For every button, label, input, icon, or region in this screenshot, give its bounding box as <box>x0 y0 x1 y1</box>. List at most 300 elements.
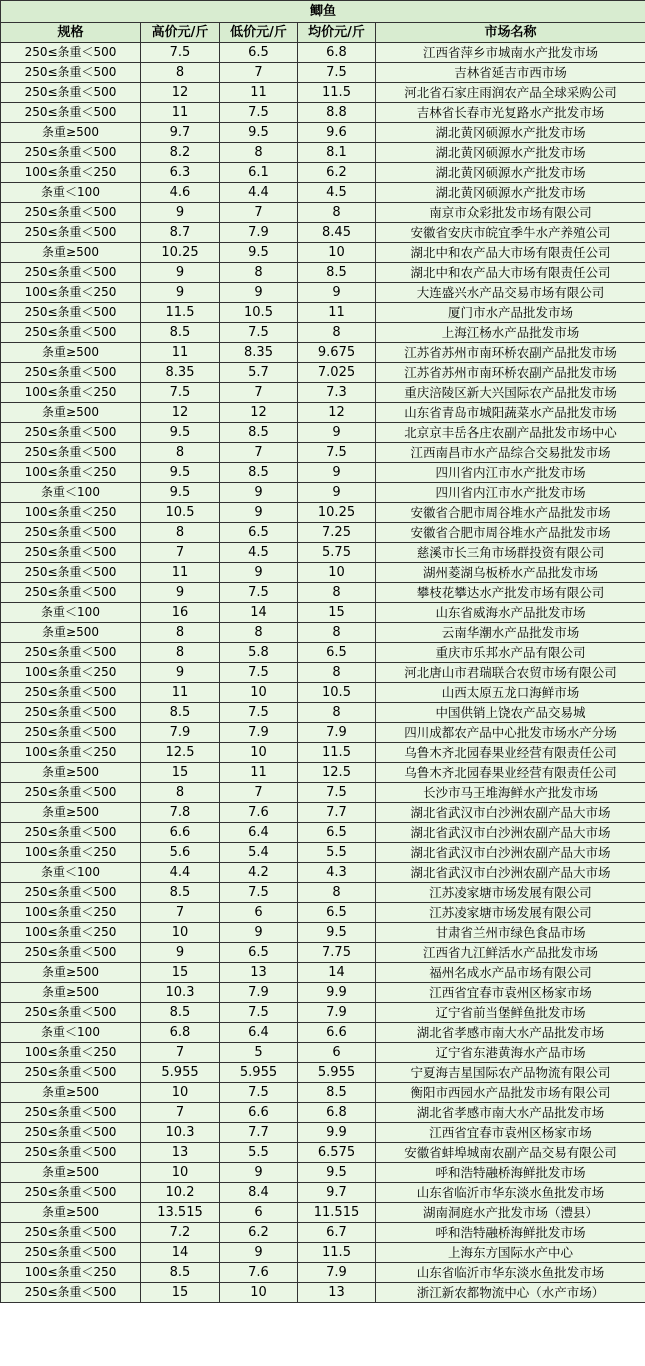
spec-cell: 250≤条重＜500 <box>1 643 141 663</box>
high-price-cell: 6.8 <box>141 1023 220 1043</box>
high-price-cell: 11 <box>141 343 220 363</box>
low-price-cell: 7.5 <box>220 323 298 343</box>
table-row <box>1 1103 645 1123</box>
high-price-cell: 8 <box>141 63 220 83</box>
market-cell: 湖北中和农产品大市场有限责任公司 <box>376 263 645 283</box>
market-cell: 湖州菱湖乌板桥水产品批发市场 <box>376 563 645 583</box>
avg-price-cell: 6.5 <box>298 823 376 843</box>
high-price-cell: 8.5 <box>141 323 220 343</box>
high-price-cell: 8.7 <box>141 223 220 243</box>
spec-cell: 250≤条重＜500 <box>1 43 141 63</box>
spec-cell: 条重≥500 <box>1 963 141 983</box>
avg-price-cell: 7.9 <box>298 1003 376 1023</box>
spec-cell: 条重≥500 <box>1 803 141 823</box>
market-cell: 湖北省武汉市白沙洲农副产品大市场 <box>376 803 645 823</box>
spec-cell: 250≤条重＜500 <box>1 1243 141 1263</box>
low-price-cell: 6.4 <box>220 823 298 843</box>
low-price-cell: 6.4 <box>220 1023 298 1043</box>
table-row <box>1 603 645 623</box>
low-price-cell: 7.6 <box>220 1263 298 1283</box>
high-price-cell: 8.5 <box>141 1263 220 1283</box>
table-row <box>1 243 645 263</box>
market-cell: 上海江杨水产品批发市场 <box>376 323 645 343</box>
high-price-cell: 9 <box>141 663 220 683</box>
avg-price-cell: 7.5 <box>298 783 376 803</box>
high-price-cell: 10 <box>141 1163 220 1183</box>
market-cell: 江西省宜春市袁州区杨家市场 <box>376 983 645 1003</box>
table-row <box>1 783 645 803</box>
market-cell: 乌鲁木齐北园春果业经营有限责任公司 <box>376 763 645 783</box>
table-title: 鲫鱼 <box>1 1 645 23</box>
market-cell: 江苏省苏州市南环桥农副产品批发市场 <box>376 363 645 383</box>
table-row <box>1 743 645 763</box>
table-row <box>1 723 645 743</box>
table-row <box>1 163 645 183</box>
table-row <box>1 283 645 303</box>
spec-cell: 250≤条重＜500 <box>1 203 141 223</box>
high-price-cell: 15 <box>141 763 220 783</box>
table-row <box>1 683 645 703</box>
market-cell: 大连盛兴水产品交易市场有限公司 <box>376 283 645 303</box>
spec-cell: 条重＜100 <box>1 183 141 203</box>
table-row <box>1 623 645 643</box>
avg-price-cell: 7.9 <box>298 723 376 743</box>
market-cell: 甘肃省兰州市绿色食品市场 <box>376 923 645 943</box>
table-row <box>1 963 645 983</box>
table-row <box>1 103 645 123</box>
low-price-cell: 9 <box>220 563 298 583</box>
table-row <box>1 643 645 663</box>
low-price-cell: 7 <box>220 203 298 223</box>
spec-cell: 100≤条重＜250 <box>1 463 141 483</box>
low-price-cell: 8.4 <box>220 1183 298 1203</box>
high-price-cell: 10.3 <box>141 1123 220 1143</box>
high-price-cell: 9 <box>141 283 220 303</box>
high-price-cell: 13.515 <box>141 1203 220 1223</box>
high-price-cell: 16 <box>141 603 220 623</box>
spec-cell: 250≤条重＜500 <box>1 103 141 123</box>
avg-price-cell: 6.2 <box>298 163 376 183</box>
market-cell: 辽宁省前当堡鲜鱼批发市场 <box>376 1003 645 1023</box>
high-price-cell: 11.5 <box>141 303 220 323</box>
low-price-cell: 7.5 <box>220 663 298 683</box>
market-cell: 湖北省孝感市南大水产品批发市场 <box>376 1023 645 1043</box>
spec-cell: 条重≥500 <box>1 623 141 643</box>
avg-price-cell: 15 <box>298 603 376 623</box>
market-cell: 衡阳市西园水产品批发市场有限公司 <box>376 1083 645 1103</box>
avg-price-cell: 9 <box>298 283 376 303</box>
market-cell: 山东省青岛市城阳蔬菜水产品批发市场 <box>376 403 645 423</box>
low-price-cell: 8.5 <box>220 423 298 443</box>
market-cell: 江苏凌家塘市场发展有限公司 <box>376 903 645 923</box>
spec-cell: 250≤条重＜500 <box>1 303 141 323</box>
spec-cell: 250≤条重＜500 <box>1 423 141 443</box>
table-row <box>1 903 645 923</box>
low-price-cell: 9.5 <box>220 243 298 263</box>
spec-cell: 100≤条重＜250 <box>1 663 141 683</box>
spec-cell: 条重≥500 <box>1 343 141 363</box>
low-price-cell: 4.4 <box>220 183 298 203</box>
spec-cell: 250≤条重＜500 <box>1 823 141 843</box>
market-cell: 湖北黄冈硕源水产批发市场 <box>376 183 645 203</box>
low-price-cell: 11 <box>220 763 298 783</box>
market-cell: 攀枝花攀达水产批发市场有限公司 <box>376 583 645 603</box>
table-row <box>1 483 645 503</box>
high-price-cell: 8 <box>141 643 220 663</box>
avg-price-cell: 6.575 <box>298 1143 376 1163</box>
table-row <box>1 983 645 1003</box>
table-row <box>1 663 645 683</box>
low-price-cell: 10 <box>220 1283 298 1303</box>
low-price-cell: 8 <box>220 623 298 643</box>
spec-cell: 250≤条重＜500 <box>1 883 141 903</box>
market-cell: 湖北省武汉市白沙洲农副产品大市场 <box>376 843 645 863</box>
avg-price-cell: 7.3 <box>298 383 376 403</box>
spec-cell: 250≤条重＜500 <box>1 1283 141 1303</box>
avg-price-cell: 7.25 <box>298 523 376 543</box>
spec-cell: 100≤条重＜250 <box>1 903 141 923</box>
table-row <box>1 923 645 943</box>
market-cell: 吉林省长春市光复路水产批发市场 <box>376 103 645 123</box>
market-cell: 湖南洞庭水产批发市场（澧县） <box>376 1203 645 1223</box>
high-price-cell: 11 <box>141 103 220 123</box>
market-cell: 浙江新农都物流中心（水产市场） <box>376 1283 645 1303</box>
high-price-cell: 7.8 <box>141 803 220 823</box>
avg-price-cell: 9.5 <box>298 1163 376 1183</box>
market-cell: 重庆市乐邦水产品有限公司 <box>376 643 645 663</box>
market-cell: 湖北黄冈硕源水产批发市场 <box>376 123 645 143</box>
table-row <box>1 1003 645 1023</box>
table-row <box>1 303 645 323</box>
avg-price-cell: 7.9 <box>298 1263 376 1283</box>
market-cell: 江西省宜春市袁州区杨家市场 <box>376 1123 645 1143</box>
market-cell: 安徽省合肥市周谷堆水产品批发市场 <box>376 523 645 543</box>
table-row <box>1 443 645 463</box>
table-row <box>1 403 645 423</box>
market-cell: 安徽省安庆市皖宜季牛水产养殖公司 <box>376 223 645 243</box>
market-cell: 河北省石家庄雨润农产品全球采购公司 <box>376 83 645 103</box>
avg-price-cell: 10 <box>298 243 376 263</box>
high-price-cell: 6.6 <box>141 823 220 843</box>
high-price-cell: 10.25 <box>141 243 220 263</box>
table-row <box>1 383 645 403</box>
avg-price-cell: 11.515 <box>298 1203 376 1223</box>
title-row <box>1 1 645 23</box>
spec-cell: 250≤条重＜500 <box>1 683 141 703</box>
low-price-cell: 7.6 <box>220 803 298 823</box>
market-cell: 湖北省武汉市白沙洲农副产品大市场 <box>376 863 645 883</box>
avg-price-cell: 5.955 <box>298 1063 376 1083</box>
high-price-cell: 12 <box>141 83 220 103</box>
low-price-cell: 9 <box>220 283 298 303</box>
table-row <box>1 1083 645 1103</box>
market-cell: 山西太原五龙口海鲜市场 <box>376 683 645 703</box>
market-cell: 中国供销上饶农产品交易城 <box>376 703 645 723</box>
spec-cell: 条重≥500 <box>1 123 141 143</box>
low-price-cell: 7 <box>220 783 298 803</box>
avg-price-cell: 8.1 <box>298 143 376 163</box>
spec-cell: 条重＜100 <box>1 863 141 883</box>
table-body <box>1 43 645 1303</box>
table-row <box>1 1243 645 1263</box>
table-row <box>1 123 645 143</box>
spec-cell: 条重≥500 <box>1 983 141 1003</box>
avg-price-cell: 8 <box>298 883 376 903</box>
avg-price-cell: 12.5 <box>298 763 376 783</box>
market-cell: 长沙市马王堆海鲜水产批发市场 <box>376 783 645 803</box>
low-price-cell: 10.5 <box>220 303 298 323</box>
low-price-cell: 6.5 <box>220 523 298 543</box>
spec-cell: 250≤条重＜500 <box>1 1223 141 1243</box>
table-row <box>1 563 645 583</box>
avg-price-cell: 11.5 <box>298 83 376 103</box>
spec-cell: 250≤条重＜500 <box>1 563 141 583</box>
high-price-cell: 10.2 <box>141 1183 220 1203</box>
high-price-cell: 4.4 <box>141 863 220 883</box>
spec-cell: 100≤条重＜250 <box>1 503 141 523</box>
avg-price-cell: 7.5 <box>298 63 376 83</box>
high-price-cell: 11 <box>141 563 220 583</box>
high-price-cell: 9.5 <box>141 463 220 483</box>
market-cell: 呼和浩特融桥海鲜批发市场 <box>376 1163 645 1183</box>
table-row <box>1 763 645 783</box>
low-price-cell: 7.9 <box>220 223 298 243</box>
table-row <box>1 1163 645 1183</box>
avg-price-cell: 8 <box>298 583 376 603</box>
avg-price-cell: 7.75 <box>298 943 376 963</box>
table-row <box>1 1063 645 1083</box>
table-row <box>1 543 645 563</box>
spec-cell: 250≤条重＜500 <box>1 263 141 283</box>
high-price-cell: 15 <box>141 963 220 983</box>
avg-price-cell: 7.5 <box>298 443 376 463</box>
table-row <box>1 843 645 863</box>
market-cell: 江苏省苏州市南环桥农副产品批发市场 <box>376 343 645 363</box>
low-price-cell: 9 <box>220 1243 298 1263</box>
spec-cell: 250≤条重＜500 <box>1 1003 141 1023</box>
low-price-cell: 5.8 <box>220 643 298 663</box>
spec-cell: 250≤条重＜500 <box>1 723 141 743</box>
low-price-cell: 8 <box>220 263 298 283</box>
market-cell: 厦门市水产品批发市场 <box>376 303 645 323</box>
spec-cell: 250≤条重＜500 <box>1 1143 141 1163</box>
market-cell: 山东省威海水产品批发市场 <box>376 603 645 623</box>
market-cell: 湖北省武汉市白沙洲农副产品大市场 <box>376 823 645 843</box>
avg-price-cell: 4.5 <box>298 183 376 203</box>
market-cell: 山东省临沂市华东淡水鱼批发市场 <box>376 1263 645 1283</box>
avg-price-cell: 8.5 <box>298 263 376 283</box>
high-price-cell: 5.955 <box>141 1063 220 1083</box>
low-price-cell: 6.5 <box>220 43 298 63</box>
spec-cell: 250≤条重＜500 <box>1 63 141 83</box>
high-price-cell: 10.5 <box>141 503 220 523</box>
high-price-cell: 10 <box>141 1083 220 1103</box>
avg-price-cell: 8 <box>298 323 376 343</box>
table-row <box>1 1143 645 1163</box>
table-row <box>1 1043 645 1063</box>
low-price-cell: 14 <box>220 603 298 623</box>
market-cell: 河北唐山市君瑞联合农贸市场有限公司 <box>376 663 645 683</box>
low-price-cell: 7.7 <box>220 1123 298 1143</box>
high-price-cell: 11 <box>141 683 220 703</box>
table-row <box>1 1203 645 1223</box>
spec-cell: 250≤条重＜500 <box>1 783 141 803</box>
low-price-cell: 10 <box>220 683 298 703</box>
table-row <box>1 143 645 163</box>
spec-cell: 250≤条重＜500 <box>1 583 141 603</box>
high-price-cell: 9 <box>141 583 220 603</box>
spec-cell: 条重≥500 <box>1 1163 141 1183</box>
table-row <box>1 363 645 383</box>
high-price-cell: 7.5 <box>141 43 220 63</box>
low-price-cell: 5.955 <box>220 1063 298 1083</box>
low-price-cell: 5.4 <box>220 843 298 863</box>
avg-price-cell: 14 <box>298 963 376 983</box>
low-price-cell: 5 <box>220 1043 298 1063</box>
avg-price-cell: 6.7 <box>298 1223 376 1243</box>
table-row <box>1 863 645 883</box>
spec-cell: 100≤条重＜250 <box>1 923 141 943</box>
table-row <box>1 43 645 63</box>
spec-cell: 250≤条重＜500 <box>1 1123 141 1143</box>
spec-cell: 100≤条重＜250 <box>1 383 141 403</box>
market-cell: 安徽省合肥市周谷堆水产品批发市场 <box>376 503 645 523</box>
low-price-cell: 4.5 <box>220 543 298 563</box>
table-row <box>1 703 645 723</box>
low-price-cell: 7.9 <box>220 983 298 1003</box>
spec-cell: 100≤条重＜250 <box>1 743 141 763</box>
avg-price-cell: 8.8 <box>298 103 376 123</box>
market-cell: 上海东方国际水产中心 <box>376 1243 645 1263</box>
high-price-cell: 9.5 <box>141 423 220 443</box>
market-cell: 山东省临沂市华东淡水鱼批发市场 <box>376 1183 645 1203</box>
avg-price-cell: 4.3 <box>298 863 376 883</box>
avg-price-cell: 9.9 <box>298 983 376 1003</box>
spec-cell: 100≤条重＜250 <box>1 1043 141 1063</box>
low-price-cell: 9 <box>220 503 298 523</box>
avg-price-cell: 13 <box>298 1283 376 1303</box>
high-price-cell: 8.35 <box>141 363 220 383</box>
high-price-cell: 8.5 <box>141 883 220 903</box>
market-cell: 湖北省孝感市南大水产品批发市场 <box>376 1103 645 1123</box>
market-cell: 湖北黄冈硕源水产批发市场 <box>376 143 645 163</box>
table-row <box>1 943 645 963</box>
spec-cell: 250≤条重＜500 <box>1 83 141 103</box>
low-price-cell: 8 <box>220 143 298 163</box>
table-row <box>1 1263 645 1283</box>
avg-price-cell: 8 <box>298 663 376 683</box>
table-row <box>1 523 645 543</box>
low-price-cell: 11 <box>220 83 298 103</box>
header-spec: 规格 <box>1 23 141 43</box>
avg-price-cell: 6.5 <box>298 643 376 663</box>
avg-price-cell: 8.5 <box>298 1083 376 1103</box>
header-row <box>1 23 645 43</box>
market-cell: 安徽省蚌埠城南农副产品交易有限公司 <box>376 1143 645 1163</box>
low-price-cell: 5.5 <box>220 1143 298 1163</box>
spec-cell: 250≤条重＜500 <box>1 443 141 463</box>
low-price-cell: 9 <box>220 1163 298 1183</box>
low-price-cell: 6 <box>220 1203 298 1223</box>
low-price-cell: 6.5 <box>220 943 298 963</box>
table-row <box>1 343 645 363</box>
high-price-cell: 10.3 <box>141 983 220 1003</box>
avg-price-cell: 6.6 <box>298 1023 376 1043</box>
avg-price-cell: 8.45 <box>298 223 376 243</box>
avg-price-cell: 9.7 <box>298 1183 376 1203</box>
spec-cell: 100≤条重＜250 <box>1 163 141 183</box>
spec-cell: 条重＜100 <box>1 483 141 503</box>
spec-cell: 250≤条重＜500 <box>1 1103 141 1123</box>
table-row <box>1 223 645 243</box>
market-cell: 江西省萍乡市城南水产批发市场 <box>376 43 645 63</box>
high-price-cell: 7 <box>141 1103 220 1123</box>
avg-price-cell: 7.7 <box>298 803 376 823</box>
avg-price-cell: 6.8 <box>298 1103 376 1123</box>
spec-cell: 250≤条重＜500 <box>1 1183 141 1203</box>
spec-cell: 条重≥500 <box>1 1203 141 1223</box>
spec-cell: 条重≥500 <box>1 243 141 263</box>
table-row <box>1 63 645 83</box>
low-price-cell: 9.5 <box>220 123 298 143</box>
low-price-cell: 4.2 <box>220 863 298 883</box>
low-price-cell: 7.5 <box>220 1083 298 1103</box>
spec-cell: 250≤条重＜500 <box>1 543 141 563</box>
low-price-cell: 13 <box>220 963 298 983</box>
table-row <box>1 1123 645 1143</box>
low-price-cell: 7.5 <box>220 103 298 123</box>
high-price-cell: 9 <box>141 203 220 223</box>
spec-cell: 250≤条重＜500 <box>1 143 141 163</box>
avg-price-cell: 9.9 <box>298 1123 376 1143</box>
high-price-cell: 12 <box>141 403 220 423</box>
table-row <box>1 883 645 903</box>
table-row <box>1 1283 645 1303</box>
avg-price-cell: 6.5 <box>298 903 376 923</box>
high-price-cell: 8.2 <box>141 143 220 163</box>
table-row <box>1 823 645 843</box>
table-row <box>1 183 645 203</box>
table-row <box>1 83 645 103</box>
high-price-cell: 9 <box>141 943 220 963</box>
high-price-cell: 14 <box>141 1243 220 1263</box>
avg-price-cell: 9.5 <box>298 923 376 943</box>
low-price-cell: 7.9 <box>220 723 298 743</box>
low-price-cell: 7.5 <box>220 1003 298 1023</box>
high-price-cell: 7.2 <box>141 1223 220 1243</box>
avg-price-cell: 5.5 <box>298 843 376 863</box>
avg-price-cell: 8 <box>298 623 376 643</box>
high-price-cell: 7 <box>141 903 220 923</box>
market-cell: 宁夏海吉星国际农产品物流有限公司 <box>376 1063 645 1083</box>
low-price-cell: 8.35 <box>220 343 298 363</box>
spec-cell: 250≤条重＜500 <box>1 323 141 343</box>
high-price-cell: 7.9 <box>141 723 220 743</box>
header-low-price: 低价元/斤 <box>220 23 298 43</box>
avg-price-cell: 8 <box>298 203 376 223</box>
table-row <box>1 423 645 443</box>
high-price-cell: 8.5 <box>141 703 220 723</box>
market-cell: 四川省内江市水产批发市场 <box>376 463 645 483</box>
high-price-cell: 8 <box>141 523 220 543</box>
low-price-cell: 12 <box>220 403 298 423</box>
avg-price-cell: 11.5 <box>298 743 376 763</box>
avg-price-cell: 9 <box>298 483 376 503</box>
header-avg-price: 均价元/斤 <box>298 23 376 43</box>
high-price-cell: 12.5 <box>141 743 220 763</box>
spec-cell: 250≤条重＜500 <box>1 943 141 963</box>
market-cell: 四川成都农产品中心批发市场水产分场 <box>376 723 645 743</box>
